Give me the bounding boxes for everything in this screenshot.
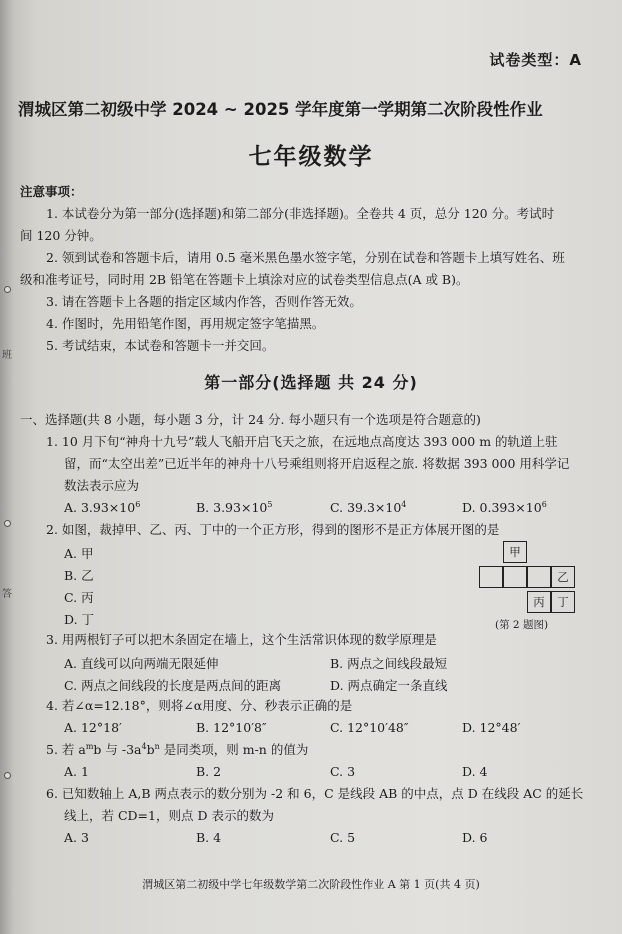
binding-hole (4, 772, 11, 779)
net-square (479, 566, 503, 588)
figure-caption: (第 2 题图) (495, 619, 549, 631)
question-4-option-c: C. 12°10′48″ (330, 720, 409, 735)
notes-line: 4. 作图时，先用铅笔作图，再用规定签字笔描黑。 (46, 316, 325, 331)
net-square-ding: 丁 (551, 591, 575, 613)
net-square (503, 566, 527, 588)
notes-line: 2. 领到试卷和答题卡后，请用 0.5 毫米黑色墨水签字笔，分别在试卷和答题卡上填写姓名、班 (46, 250, 565, 265)
question-2-option-d: D. 丁 (64, 612, 95, 627)
question-5-option-d: D. 4 (462, 764, 488, 779)
question-6-stem: 线上，若 CD=1，则点 D 表示的数为 (64, 808, 274, 823)
question-1-option-d: D. $0.393\times 10^6$ (462, 500, 547, 515)
binding-hole (4, 286, 11, 293)
question-3-stem: 3. 用两根钉子可以把木条固定在墙上，这个生活常识体现的数学原理是 (46, 632, 437, 647)
notes-line: 级和准考证号，同时用 2B 铅笔在答题卡上填涂对应的试卷类型信息点(A 或 B)。 (20, 272, 469, 287)
question-1-option-a: A. $3.93\times 10^6$ (64, 500, 141, 515)
section-one-heading: 第一部分(选择题 共 24 分) (204, 373, 418, 392)
question-1-option-c: C. $39.3\times 10^4$ (330, 500, 407, 515)
binding-hole (4, 520, 11, 527)
net-square-bing: 丙 (527, 591, 551, 613)
question-5-option-b: B. 2 (196, 764, 222, 779)
question-2-option-a: A. 甲 (64, 546, 94, 561)
notes-line: 间 120 分钟。 (20, 228, 102, 243)
question-4-option-d: D. 12°48′ (462, 720, 521, 735)
net-square-yi: 乙 (551, 566, 575, 588)
cube-net-figure (477, 541, 579, 614)
question-5-option-c: C. 3 (330, 764, 356, 779)
exam-type-label: 试卷类型：A (489, 51, 582, 69)
question-1-stem: 1. 10 月下旬“神舟十九号”载人飞船开启飞天之旅，在远地点高度达 393 000 m 的轨道上驻 (46, 434, 558, 449)
question-3-option-d: D. 两点确定一条直线 (330, 678, 448, 693)
question-4-option-b: B. 12°10′8″ (196, 720, 267, 735)
question-3-option-a: A. 直线可以向两端无限延伸 (64, 656, 219, 671)
notes-heading: 注意事项： (20, 184, 83, 199)
exam-subject-title: 七年级数学 (248, 144, 374, 170)
notes-line: 3. 请在答题卡上各题的指定区域内作答，否则作答无效。 (46, 294, 362, 309)
notes-line: 1. 本试卷分为第一部分(选择题)和第二部分(非选择题)。全卷共 4 页，总分 120 分。考试时 (46, 206, 555, 221)
edge-mark-da: 答 (2, 589, 12, 600)
question-6-option-b: B. 4 (196, 830, 222, 845)
question-1-stem: 数法表示应为 (64, 478, 140, 493)
part-intro: 一、选择题(共 8 小题，每小题 3 分，计 24 分. 每小题只有一个选项是符合题意的) (20, 412, 481, 427)
question-1-stem: 留，而“太空出差”已近半年的神舟十八号乘组则将开启返程之旅. 将数据 393 000 用科学记 (64, 456, 570, 471)
net-square (527, 566, 551, 588)
question-5-option-a: A. 1 (64, 764, 89, 779)
question-1-option-b: B. $3.93\times 10^5$ (196, 500, 273, 515)
question-2-stem: 2. 如图，裁掉甲、乙、丙、丁中的一个正方形，得到的图形不是正方体展开图的是 (46, 522, 500, 537)
notes-line: 5. 考试结束，本试卷和答题卡一并交回。 (46, 338, 275, 353)
question-3-option-b: B. 两点之间线段最短 (330, 656, 448, 671)
question-4-option-a: A. 12°18′ (64, 720, 122, 735)
question-2-option-c: C. 丙 (64, 590, 94, 605)
question-5-stem: 5. 若 $a^mb$ 与 $-3a^4b^n$ 是同类项，则 m-n 的值为 (46, 742, 309, 757)
edge-mark-ban: 班 (2, 350, 12, 361)
question-6-stem: 6. 已知数轴上 A,B 两点表示的数分别为 -2 和 6，C 是线段 AB 的中点，点 D 在线段 AC 的延长 (46, 786, 584, 801)
question-6-option-c: C. 5 (330, 830, 356, 845)
question-6-option-d: D. 6 (462, 830, 488, 845)
page-footer: 渭城区第二初级中学七年级数学第二次阶段性作业 A 第 1 页(共 4 页) (142, 878, 480, 891)
net-square-jia: 甲 (503, 541, 527, 563)
question-4-stem: 4. 若∠α=12.18°，则将∠α用度、分、秒表示正确的是 (46, 698, 353, 713)
question-6-option-a: A. 3 (64, 830, 89, 845)
question-2-option-b: B. 乙 (64, 568, 94, 583)
question-3-option-c: C. 两点之间线段的长度是两点间的距离 (64, 678, 282, 693)
exam-title: 渭城区第二初级中学 2024 ~ 2025 学年度第一学期第二次阶段性作业 (18, 100, 543, 119)
